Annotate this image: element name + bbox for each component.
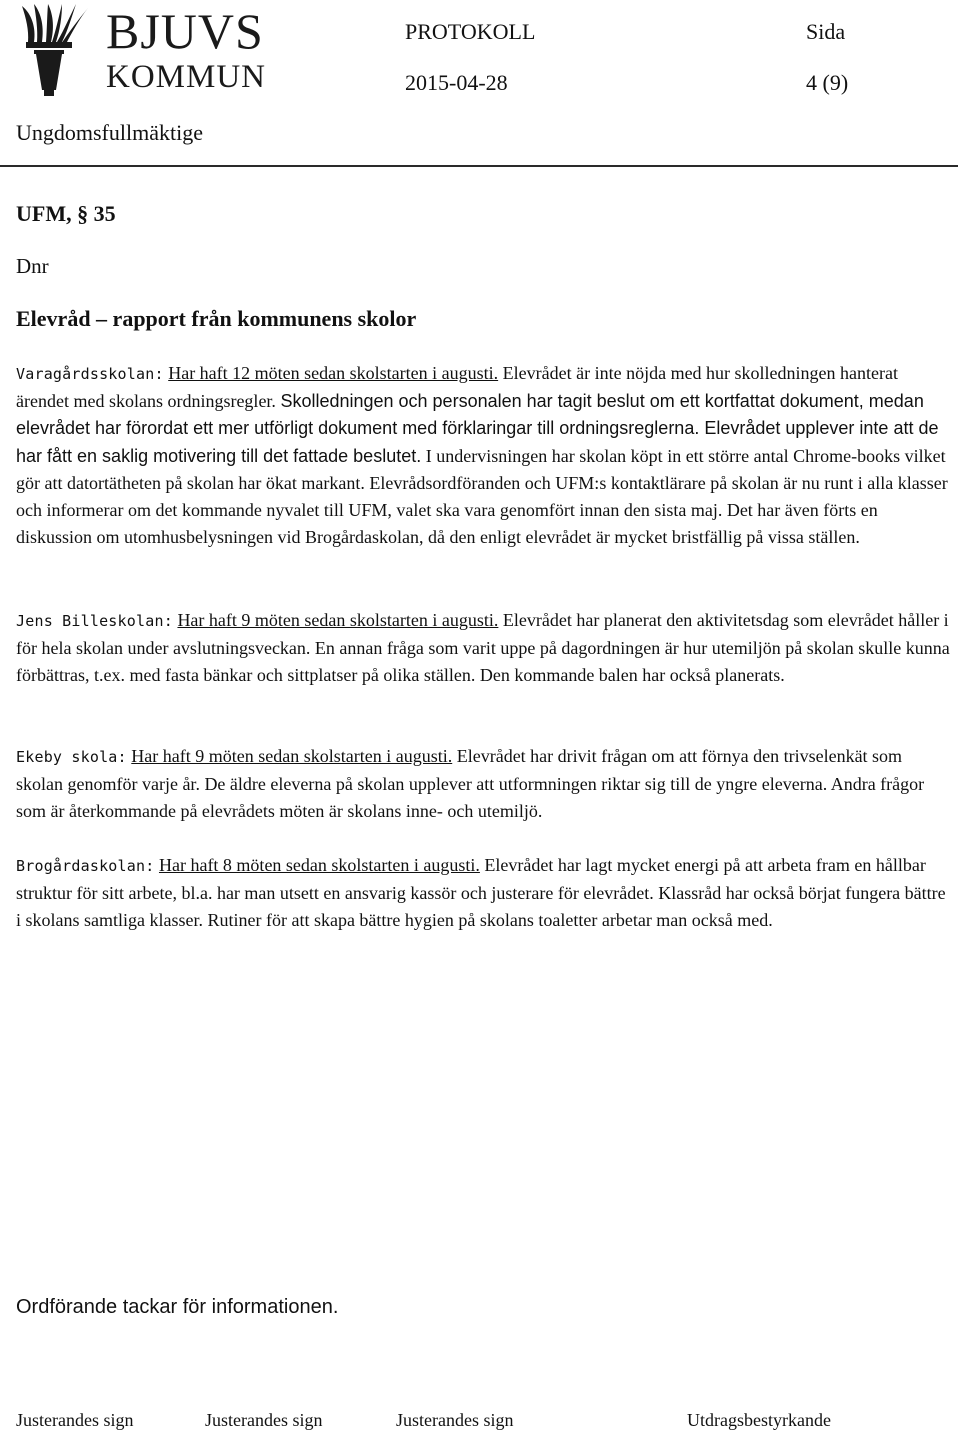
meeting-count: Har haft 12 möten sedan skolstarten i augusti. (168, 363, 499, 383)
extract-certification: Utdragsbestyrkande (687, 1410, 831, 1430)
paragraph-text: Elevrådet har planerat den aktivitetsdag som elevrådet håller i för hela skolan under avslutningsveckan. En annan fråga som varit uppe på dagordningen är hur utemiljön på skolan skulle kunna förbättras, t.ex. med fasta bänkar och sittplatser på olika ställen. Den kommande balen har också planerats. (16, 610, 950, 686)
signature-field-2: Justerandes sign (205, 1410, 323, 1430)
section-title: Elevråd – rapport från kommunens skolor (16, 306, 417, 331)
report-paragraph-ekeby-skola (16, 743, 951, 826)
report-paragraph-brogardaskolan (16, 852, 951, 935)
meeting-count: Har haft 8 möten sedan skolstarten i augusti. (158, 855, 480, 875)
closing-statement: Ordförande tackar för informationen. (16, 1296, 339, 1318)
signature-field-1: Justerandes sign (16, 1410, 134, 1430)
logo-wordmark-top: BJUVS (106, 3, 264, 59)
paragraph-text: Skolledningen och personalen har tagit beslut om ett kortfattat dokument, medan elevrådet har förordat ett mer utförligt dokument med förklaringar till ordningsreglerna. Elevrådet upplever inte att de har fått en saklig motivering till det fattade beslutet. (16, 391, 939, 466)
dnr-label: Dnr (16, 254, 49, 278)
meeting-count: Har haft 9 möten sedan skolstarten i augusti. (177, 610, 499, 630)
school-name: Ekeby skola: (16, 748, 127, 766)
paragraph-text: Elevrådet har lagt mycket energi på att arbeta fram en hållbar struktur för sitt arbete, bl.a. har man utsett en ansvarig kassör och justerare för elevrådet. Klassråd har också börjat fungera bättre i skolans samtliga klasser. Rutiner för att skapa bättre hygien på skolans toaletter arbetar man också med. (16, 855, 946, 931)
school-name: Jens Billeskolan: (16, 612, 173, 630)
torch-emblem-icon (14, 4, 94, 96)
signature-field-3: Justerandes sign (396, 1410, 514, 1430)
report-paragraph-varagardsskolan (16, 360, 951, 551)
school-name: Varagårdsskolan: (16, 365, 164, 383)
paragraph-text: Elevrådet har drivit frågan om att förnya den trivselenkät som skolan genomför varje år. De äldre eleverna på skolan upplever att utformningen riktar sig till de yngre eleverna. Andra frågor som är återkommande på elevrådets möten är skolans inne- och utemiljö. (16, 746, 925, 822)
paragraph-text: I undervisningen har skolan köpt in ett större antal Chrome-books vilket gör att datortätheten på skolan har ökat markant. Elevrådsordföranden och UFM:s kontaktlärare på skolan är nu runt i alla klasser och informerar om det kommande nyvalet till UFM, valet ska vara genomfört innan den sista maj. Det har även förts en diskussion om utomhusbelysningen vid Brogårdaskolan, då den enligt elevrådet är mycket bristfällig på vissa ställen. (16, 445, 948, 548)
paragraph-text: Elevrådet är inte nöjda med hur skolledningen hanterat ärendet med skolans ordningsregler. (16, 363, 898, 412)
page-label: Sida (806, 19, 846, 44)
document-date: 2015-04-28 (405, 70, 508, 95)
document-type: PROTOKOLL (405, 19, 536, 44)
report-paragraph-jens-billeskolan (16, 607, 951, 690)
meeting-count: Har haft 9 möten sedan skolstarten i augusti. (131, 746, 453, 766)
header-divider (0, 165, 958, 167)
section-heading: UFM, § 35 (16, 201, 116, 226)
body-name: Ungdomsfullmäktige (16, 120, 203, 145)
logo-wordmark-bottom: KOMMUN (106, 59, 267, 95)
school-name: Brogårdaskolan: (16, 857, 155, 875)
municipality-logo (14, 3, 267, 96)
page-number: 4 (9) (806, 70, 849, 95)
